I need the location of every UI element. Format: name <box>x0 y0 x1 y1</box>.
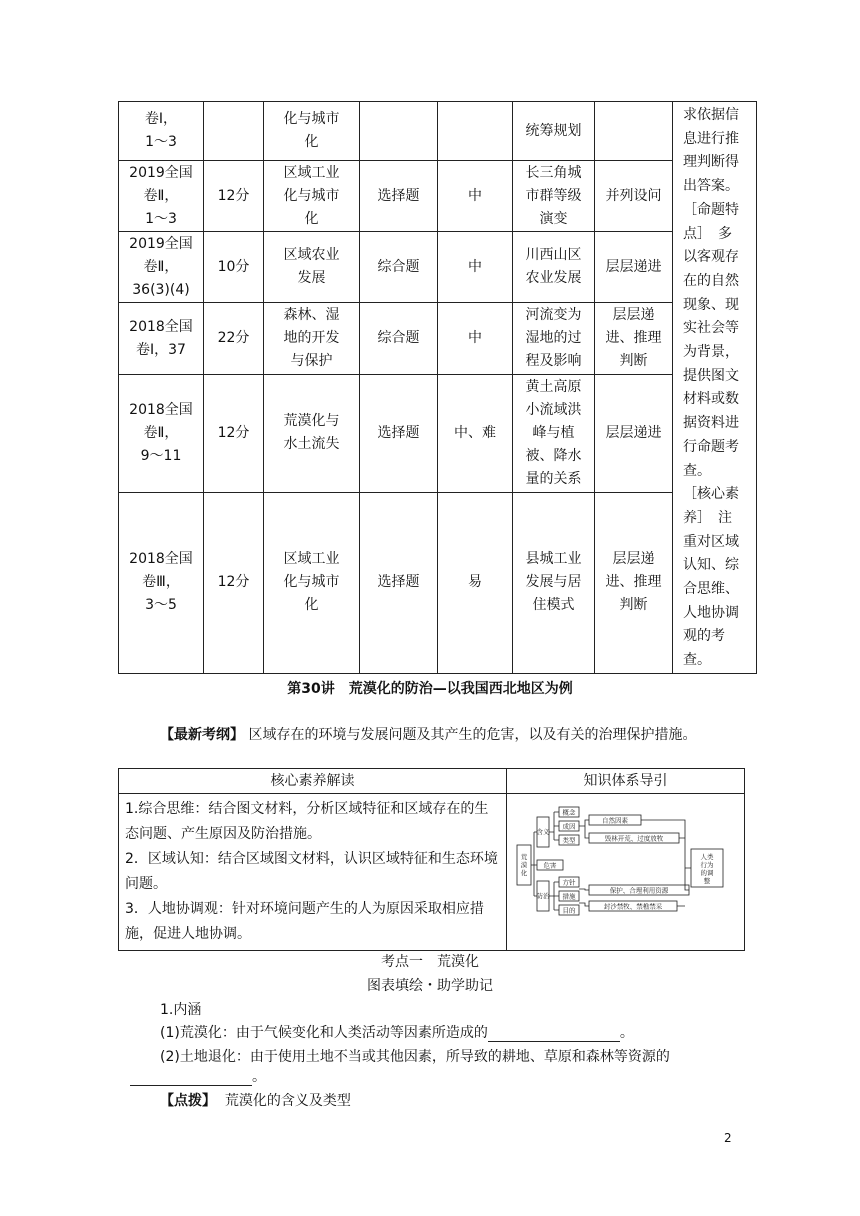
p1-text: (1)荒漠化：由于气候变化和人类活动等因素所造成的 <box>160 1025 488 1041</box>
literacy-header-left: 核心素养解读 <box>119 769 507 794</box>
literacy-item: 2．区域认知：结合区域图文材料，认识区域特征和生态环境问题。 <box>125 851 498 892</box>
exam-cell-score: 10分 <box>204 232 264 303</box>
exam-cell-difficulty: 中 <box>438 232 513 303</box>
exam-row <box>119 161 757 232</box>
exam-row <box>119 102 757 161</box>
exam-cell-method: 层层递进 <box>595 232 673 303</box>
exam-cell-method: 层层递 进、推理 判断 <box>595 492 673 673</box>
exam-cell-method: 并列设问 <box>595 161 673 232</box>
diagram-a1: 概念 <box>562 808 576 816</box>
paragraph-1 <box>160 1022 634 1042</box>
exam-cell-topic: 化与城市 化 <box>264 102 360 161</box>
exam-cell-difficulty: 易 <box>438 492 513 673</box>
diagram-result-2: 行为 <box>700 860 714 869</box>
exam-table <box>118 101 757 674</box>
diagram-b1: 方针 <box>562 878 576 886</box>
exam-row <box>119 303 757 374</box>
fill-blank <box>488 1025 620 1042</box>
diagram-c1: 自然因素 <box>602 816 628 824</box>
paragraph-2: (2)土地退化：由于使用土地不当或其他因素，所导致的耕地、草原和森林等资源的 <box>160 1049 670 1065</box>
literacy-item: 3．人地协调观：针对环境问题产生的人为原因采取相应措施，促进人地协调。 <box>125 901 484 942</box>
diagram-a2: 成因 <box>562 822 576 830</box>
lesson-title: 第30讲 荒漠化的防治—以我国西北地区为例 <box>287 681 573 697</box>
diagram-b3: 目的 <box>562 906 576 914</box>
exam-cell-qtype: 选择题 <box>360 161 438 232</box>
exam-cell-topic: 区域农业 发展 <box>264 232 360 303</box>
diagram-result-3: 的调 <box>700 868 714 877</box>
exam-cell-difficulty: 中 <box>438 161 513 232</box>
tip-tag: 【点拨】 <box>160 1093 216 1109</box>
diagram-result-1: 人类 <box>700 852 714 861</box>
exam-cell-source: 2018全国 卷Ⅱ， 9～11 <box>119 374 204 492</box>
exam-cell-content: 黄土高原 小流域洪 峰与植 被、降水 量的关系 <box>513 374 595 492</box>
literacy-item: 1.综合思维：结合图文材料，分析区域特征和区域存在的生态问题、产生原因及防治措施。 <box>125 801 489 842</box>
paragraph-2-blank <box>130 1066 266 1086</box>
exam-cell-topic: 区域工业 化与城市 化 <box>264 492 360 673</box>
exam-cell-difficulty: 中、难 <box>438 374 513 492</box>
diagram-c3: 保护、合理利用资源 <box>609 886 669 894</box>
exam-cell-source: 卷Ⅰ， 1～3 <box>119 102 204 161</box>
exam-cell-qtype: 综合题 <box>360 303 438 374</box>
exam-cell-qtype <box>360 102 438 161</box>
exam-cell-source: 2018全国 卷Ⅰ，37 <box>119 303 204 374</box>
exam-cell-score: 22分 <box>204 303 264 374</box>
p2-end: 。 <box>252 1069 266 1085</box>
section-subheading: 图表填绘・助学助记 <box>367 978 493 994</box>
exam-cell-method: 层层递进 <box>595 374 673 492</box>
literacy-items <box>119 794 507 951</box>
tip-text: 荒漠化的含义及类型 <box>224 1093 351 1109</box>
exam-row <box>119 492 757 673</box>
diagram-a3: 类型 <box>562 836 576 844</box>
diagram-group1: 含义 <box>536 827 550 836</box>
exam-cell-qtype: 选择题 <box>360 492 438 673</box>
diagram-b2: 措施 <box>562 892 576 900</box>
exam-cell-content: 河流变为 湿地的过 程及影响 <box>513 303 595 374</box>
literacy-header-right: 知识体系导引 <box>507 769 745 794</box>
exam-cell-content: 川西山区 农业发展 <box>513 232 595 303</box>
exam-row <box>119 374 757 492</box>
exam-cell-topic: 森林、湿 地的开发 与保护 <box>264 303 360 374</box>
exam-cell-content: 统筹规划 <box>513 102 595 161</box>
diagram-c2: 毁林开荒、过度放牧 <box>604 834 664 842</box>
tip-line <box>160 1090 351 1110</box>
exam-cell-content: 县城工业 发展与居 住模式 <box>513 492 595 673</box>
p1-end: 。 <box>619 1025 634 1041</box>
exam-row <box>119 232 757 303</box>
exam-cell-topic: 荒漠化与 水土流失 <box>264 374 360 492</box>
outline-text: 区域存在的环境与发展问题及其产生的危害，以及有关的治理保护措施。 <box>248 727 697 743</box>
item-heading: 1.内涵 <box>160 1002 202 1018</box>
diagram-danger: 危害 <box>543 861 557 869</box>
section-heading: 考点一 荒漠化 <box>381 954 479 970</box>
diagram-group2: 防治 <box>536 891 550 900</box>
exam-cell-qtype: 选择题 <box>360 374 438 492</box>
exam-cell-score <box>204 102 264 161</box>
exam-cell-source: 2019全国 卷Ⅱ， 36(3)(4) <box>119 232 204 303</box>
exam-cell-difficulty <box>438 102 513 161</box>
exam-cell-method: 层层递 进、推理 判断 <box>595 303 673 374</box>
outline-tag: 【最新考纲】 <box>160 727 244 743</box>
knowledge-diagram-cell <box>507 794 745 951</box>
exam-cell-qtype: 综合题 <box>360 232 438 303</box>
exam-cell-content: 长三角城 市群等级 演变 <box>513 161 595 232</box>
diagram-c4: 封沙禁牧、禁樵禁采 <box>603 902 663 910</box>
fill-blank <box>130 1069 252 1086</box>
exam-cell-source: 2019全国 卷Ⅱ， 1～3 <box>119 161 204 232</box>
exam-outline <box>160 724 696 744</box>
exam-cell-source: 2018全国 卷Ⅲ， 3～5 <box>119 492 204 673</box>
knowledge-diagram <box>507 801 744 935</box>
exam-cell-difficulty: 中 <box>438 303 513 374</box>
diagram-result-4: 整 <box>703 876 711 885</box>
literacy-table <box>118 768 745 951</box>
exam-side-note: 求依据信 息进行推 理判断得 出答案。 ［命题特 点］ 多 以客观存 在的自然 现象、现 实社会等 为背景， 提供图文 材料或数 据资料进 行命题考 查。 ［核心素 养］ 注 重对区域 认知、综 合思维、 人地协调 观的考 查。 <box>673 102 757 674</box>
diagram-root: 荒漠化 <box>520 852 528 877</box>
page-number: 2 <box>724 1131 732 1145</box>
exam-cell-score: 12分 <box>204 374 264 492</box>
exam-cell-score: 12分 <box>204 492 264 673</box>
exam-cell-score: 12分 <box>204 161 264 232</box>
exam-cell-method <box>595 102 673 161</box>
exam-cell-topic: 区域工业 化与城市 化 <box>264 161 360 232</box>
